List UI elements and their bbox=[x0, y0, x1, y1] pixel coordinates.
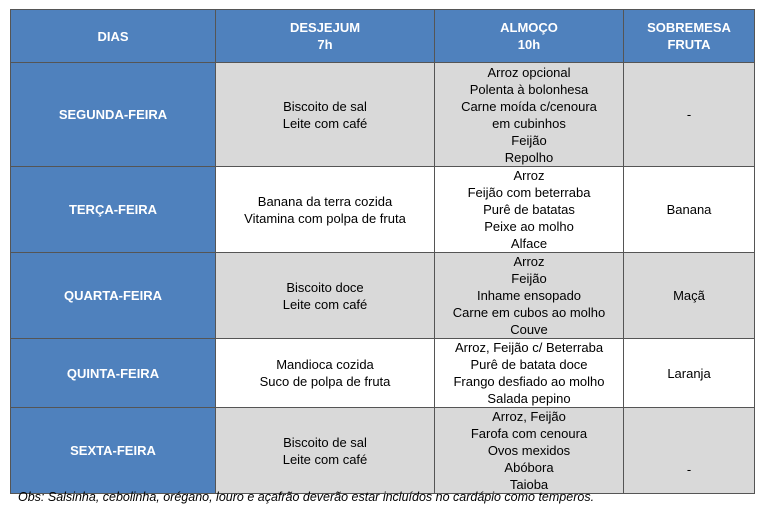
header-breakfast-label: DESJEJUM bbox=[289, 20, 361, 35]
lunch-item: Polenta à bolonhesa bbox=[469, 81, 589, 97]
breakfast-item: Suco de polpa de fruta bbox=[259, 374, 391, 389]
lunch-item: Arroz bbox=[513, 254, 545, 269]
lunch-item: Couve bbox=[510, 322, 548, 337]
header-lunch bbox=[435, 10, 624, 63]
dessert-cell: - bbox=[624, 408, 755, 494]
lunch-item: Ovos mexidos bbox=[487, 443, 571, 458]
lunch-item: Feijão bbox=[511, 271, 547, 286]
lunch-item: Purê de batata doce bbox=[470, 357, 588, 372]
breakfast-cell bbox=[216, 339, 435, 408]
lunch-item: em cubinhos bbox=[492, 115, 566, 131]
breakfast-item: Biscoito doce bbox=[286, 279, 364, 295]
lunch-item: Inhame ensopado bbox=[476, 288, 582, 303]
lunch-item: Abóbora bbox=[504, 460, 554, 475]
lunch-item: Purê de batatas bbox=[483, 202, 575, 217]
day-cell: QUINTA-FEIRA bbox=[11, 339, 216, 408]
lunch-item: Alface bbox=[510, 236, 548, 251]
lunch-item: Arroz bbox=[513, 168, 545, 183]
breakfast-item: Leite com café bbox=[282, 296, 368, 312]
lunch-item: Arroz, Feijão bbox=[492, 409, 566, 424]
day-cell: QUARTA-FEIRA bbox=[11, 253, 216, 339]
breakfast-cell bbox=[216, 408, 435, 494]
breakfast-item: Mandioca cozida bbox=[276, 357, 374, 372]
lunch-item: Farofa com cenoura bbox=[470, 426, 588, 441]
lunch-item: Carne moída c/cenoura bbox=[461, 98, 597, 114]
header-dessert bbox=[624, 10, 755, 63]
lunch-cell bbox=[435, 253, 624, 339]
lunch-cell bbox=[435, 339, 624, 408]
breakfast-cell bbox=[216, 253, 435, 339]
day-cell: TERÇA-FEIRA bbox=[11, 167, 216, 253]
lunch-item: Carne em cubos ao molho bbox=[452, 305, 606, 320]
breakfast-cell bbox=[216, 63, 435, 167]
breakfast-item: Vitamina com polpa de fruta bbox=[244, 210, 406, 226]
dessert-cell: Laranja bbox=[624, 339, 755, 408]
table-row bbox=[11, 63, 755, 167]
lunch-item: Feijão bbox=[511, 132, 547, 148]
table-row bbox=[11, 253, 755, 339]
table-row bbox=[11, 167, 755, 253]
breakfast-item: Biscoito de sal bbox=[283, 98, 367, 114]
lunch-cell bbox=[435, 63, 624, 167]
lunch-cell bbox=[435, 167, 624, 253]
footnote: Obs: Salsinha, cebolinha, orégano, louro e açafrão deverão estar incluídos no cardápio como temperos. bbox=[18, 490, 595, 504]
lunch-item: Feijão com beterraba bbox=[467, 185, 591, 200]
header-dessert-label: SOBREMESA bbox=[647, 20, 731, 35]
table-row bbox=[11, 339, 755, 408]
header-lunch-time: 10h bbox=[517, 37, 541, 52]
header-dessert-sub: FRUTA bbox=[667, 37, 711, 52]
table-row bbox=[11, 408, 755, 494]
lunch-item: Arroz opcional bbox=[487, 64, 571, 80]
header-breakfast-time: 7h bbox=[317, 37, 333, 52]
day-cell: SEGUNDA-FEIRA bbox=[11, 63, 216, 167]
lunch-item: Taioba bbox=[509, 477, 549, 492]
breakfast-item: Biscoito de sal bbox=[283, 434, 367, 450]
menu-table bbox=[10, 9, 755, 494]
header-breakfast bbox=[216, 10, 435, 63]
breakfast-item: Leite com café bbox=[282, 115, 368, 131]
header-lunch-label: ALMOÇO bbox=[500, 20, 558, 35]
dessert-cell: Banana bbox=[624, 167, 755, 253]
day-cell: SEXTA-FEIRA bbox=[11, 408, 216, 494]
header-row bbox=[11, 10, 755, 63]
lunch-cell bbox=[435, 408, 624, 494]
lunch-item: Peixe ao molho bbox=[484, 219, 574, 234]
lunch-item: Frango desfiado ao molho bbox=[453, 374, 605, 389]
breakfast-item: Banana da terra cozida bbox=[257, 193, 393, 209]
header-days: DIAS bbox=[11, 10, 216, 63]
dessert-cell: Maçã bbox=[624, 253, 755, 339]
breakfast-cell bbox=[216, 167, 435, 253]
dessert-cell: - bbox=[624, 63, 755, 167]
lunch-item: Arroz, Feijão c/ Beterraba bbox=[454, 340, 604, 355]
lunch-item: Salada pepino bbox=[487, 391, 571, 406]
lunch-item: Repolho bbox=[504, 149, 554, 165]
breakfast-item: Leite com café bbox=[282, 451, 368, 467]
